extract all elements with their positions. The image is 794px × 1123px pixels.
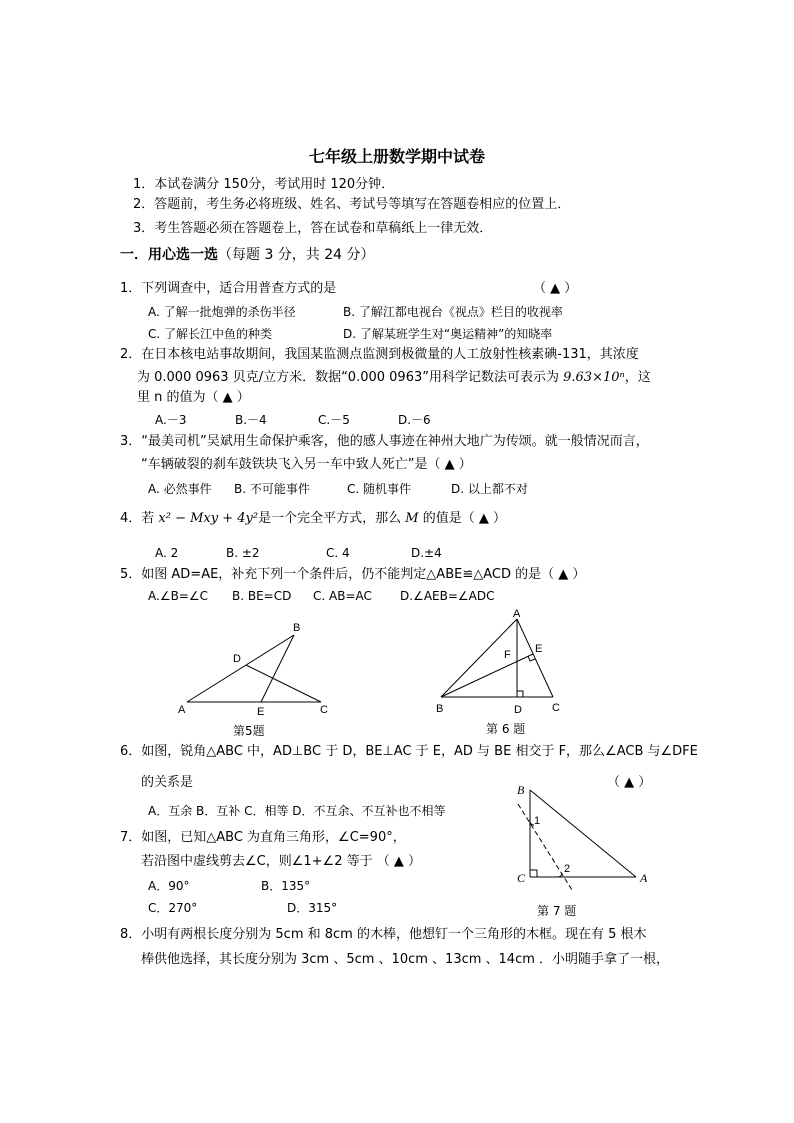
q2-line2 xyxy=(137,370,651,386)
q7-option-c: C．270° xyxy=(148,901,198,915)
fig5-caption: 第5题 xyxy=(233,724,265,738)
q4-variable: M xyxy=(405,511,419,526)
fig6-label-f: F xyxy=(504,649,511,661)
q3-line2: “车辆破裂的刹车鼓铁块飞入另一车中致人死亡”是（ ▲ ） xyxy=(141,457,472,472)
q4-option-a: A. 2 xyxy=(155,546,179,560)
q5-option-d: D.∠AEB=∠ADC xyxy=(400,589,495,603)
fig6-label-b: B xyxy=(436,703,444,715)
q6-options: A．互余 B．互补 C．相等 D．不互余、不互补也不相等 xyxy=(148,804,446,818)
q8-line2: 棒供他选择，其长度分别为 3cm 、5cm 、10cm 、13cm 、14cm ．小明随手拿了一根， xyxy=(141,952,670,967)
fig7-label-angle-2: 2 xyxy=(564,863,571,875)
instruction-3: 3．考生答题必须在答题卷上，答在试卷和草稿纸上一律无效． xyxy=(133,221,493,236)
q2-expression: 9.63×10ⁿ xyxy=(563,370,625,385)
q7-line2: 若沿图中虚线剪去∠C，则∠1+∠2 等于 （ ▲ ） xyxy=(141,854,422,869)
q8-line1: 8．小明有两根长度分别为 5cm 和 8cm 的木棒，他想钉一个三角形的木框。现在有 5 根木 xyxy=(120,927,647,942)
q4-option-c: C. 4 xyxy=(326,546,350,560)
fig7-segment-ab xyxy=(530,790,636,877)
q7-option-d: D．315° xyxy=(287,901,338,915)
fig6-label-a: A xyxy=(513,608,521,620)
section-title: 一．用心选一选 xyxy=(120,247,218,263)
q3-option-a: A. 必然事件 xyxy=(148,482,212,496)
figure-q6 xyxy=(433,605,573,720)
q2-line1: 2．在日本核电站事故期间，我国某监测点监测到极微量的人工放射性核素碘-131，其浓度 xyxy=(120,347,639,362)
q5-option-a: A.∠B=∠C xyxy=(148,589,208,603)
fig5-label-d: D xyxy=(233,653,241,665)
fig6-caption: 第 6 题 xyxy=(486,722,526,736)
q2-line3: 里 n 的值为（ ▲ ） xyxy=(137,390,250,405)
fig7-caption: 第 7 题 xyxy=(537,904,577,918)
fig7-label-b: B xyxy=(517,783,525,797)
q4-stem xyxy=(120,511,506,527)
q4-suffix: 的值是（ ▲ ） xyxy=(422,511,506,526)
fig5-label-c: C xyxy=(320,704,328,716)
fig6-segment-ac xyxy=(517,619,553,697)
q5-stem: 5．如图 AD=AE，补充下列一个条件后，仍不能判定△ABE≌△ACD 的是（ ▲ ） xyxy=(120,567,586,582)
fig6-label-e: E xyxy=(535,643,543,655)
q2-option-b: B.－4 xyxy=(235,413,267,427)
fig5-label-a: A xyxy=(178,704,186,716)
q4-option-b: B. ±2 xyxy=(226,546,260,560)
q4-option-d: D.±4 xyxy=(411,546,442,560)
q3-option-b: B. 不可能事件 xyxy=(234,482,310,496)
figure-q5 xyxy=(175,615,335,725)
fig6-label-c: C xyxy=(552,702,560,714)
q7-option-a: A．90° xyxy=(148,879,190,893)
q5-option-b: B. BE=CD xyxy=(232,589,292,603)
q3-option-c: C. 随机事件 xyxy=(347,482,412,496)
q7-option-b: B．135° xyxy=(261,879,311,893)
q4-prefix: 4．若 xyxy=(120,511,155,526)
q1-option-d: D. 了解某班学生对“奥运精神”的知晓率 xyxy=(343,327,553,341)
fig5-segment-dc xyxy=(246,665,321,702)
q4-expression: x² − Mxy + 4y² xyxy=(158,511,259,526)
section-heading xyxy=(120,247,375,263)
fig7-label-angle-1: 1 xyxy=(534,815,541,827)
fig5-label-b: B xyxy=(293,622,301,634)
fig5-label-e: E xyxy=(257,706,265,718)
fig7-right-angle-c xyxy=(530,870,537,877)
q3-option-d: D. 以上都不对 xyxy=(451,482,528,496)
q2-line2-text: 为 0.000 0963 贝克/立方米．数据“0.000 0963”用科学记数法可表示为 xyxy=(137,370,559,385)
page-title: 七年级上册数学期中试卷 xyxy=(308,147,485,166)
figure-q7 xyxy=(510,782,660,897)
q1-option-b: B. 了解江都电视台《视点》栏目的收视率 xyxy=(343,305,563,319)
q2-option-d: D.－6 xyxy=(398,413,431,427)
q6-line2: 的关系是 xyxy=(141,775,194,790)
q6-answer-mark: （ ▲ ） xyxy=(607,775,652,790)
q2-option-a: A.－3 xyxy=(155,413,187,427)
q3-line1: 3．“最美司机”吴斌用生命保护乘客，他的感人事迹在神州大地广为传颂。就一般情况而言， xyxy=(120,434,649,449)
instruction-1: 1．本试卷满分 150分，考试用时 120分钟． xyxy=(133,177,395,192)
q5-option-c: C. AB=AC xyxy=(313,589,372,603)
q4-middle: 是一个完全平方式，那么 xyxy=(258,511,402,526)
q2-option-c: C.－5 xyxy=(318,413,350,427)
fig7-label-c: C xyxy=(517,871,526,885)
fig6-label-d: D xyxy=(514,704,522,716)
q6-line1: 6．如图，锐角△ABC 中，AD⊥BC 于 D，BE⊥AC 于 E，AD 与 BE 相交于 F，那么∠ACB 与∠DFE xyxy=(120,744,698,759)
q7-line1: 7．如图，已知△ABC 为直角三角形，∠C=90°， xyxy=(120,830,406,845)
fig7-label-a: A xyxy=(640,871,648,885)
q1-option-c: C. 了解长江中鱼的种类 xyxy=(148,327,273,341)
q2-line2-end: ，这 xyxy=(624,370,651,385)
instruction-2: 2．答题前，考生务必将班级、姓名、考试号等填写在答题卷相应的位置上． xyxy=(133,197,571,212)
q1-answer-mark: （ ▲ ） xyxy=(533,281,578,296)
q1-stem: 1．下列调查中，适合用普查方式的是 xyxy=(120,281,337,296)
section-note: （每题 3 分，共 24 分） xyxy=(218,247,375,263)
fig6-right-angle-d xyxy=(517,691,523,697)
q1-option-a: A. 了解一批炮弹的杀伤半径 xyxy=(148,305,296,319)
